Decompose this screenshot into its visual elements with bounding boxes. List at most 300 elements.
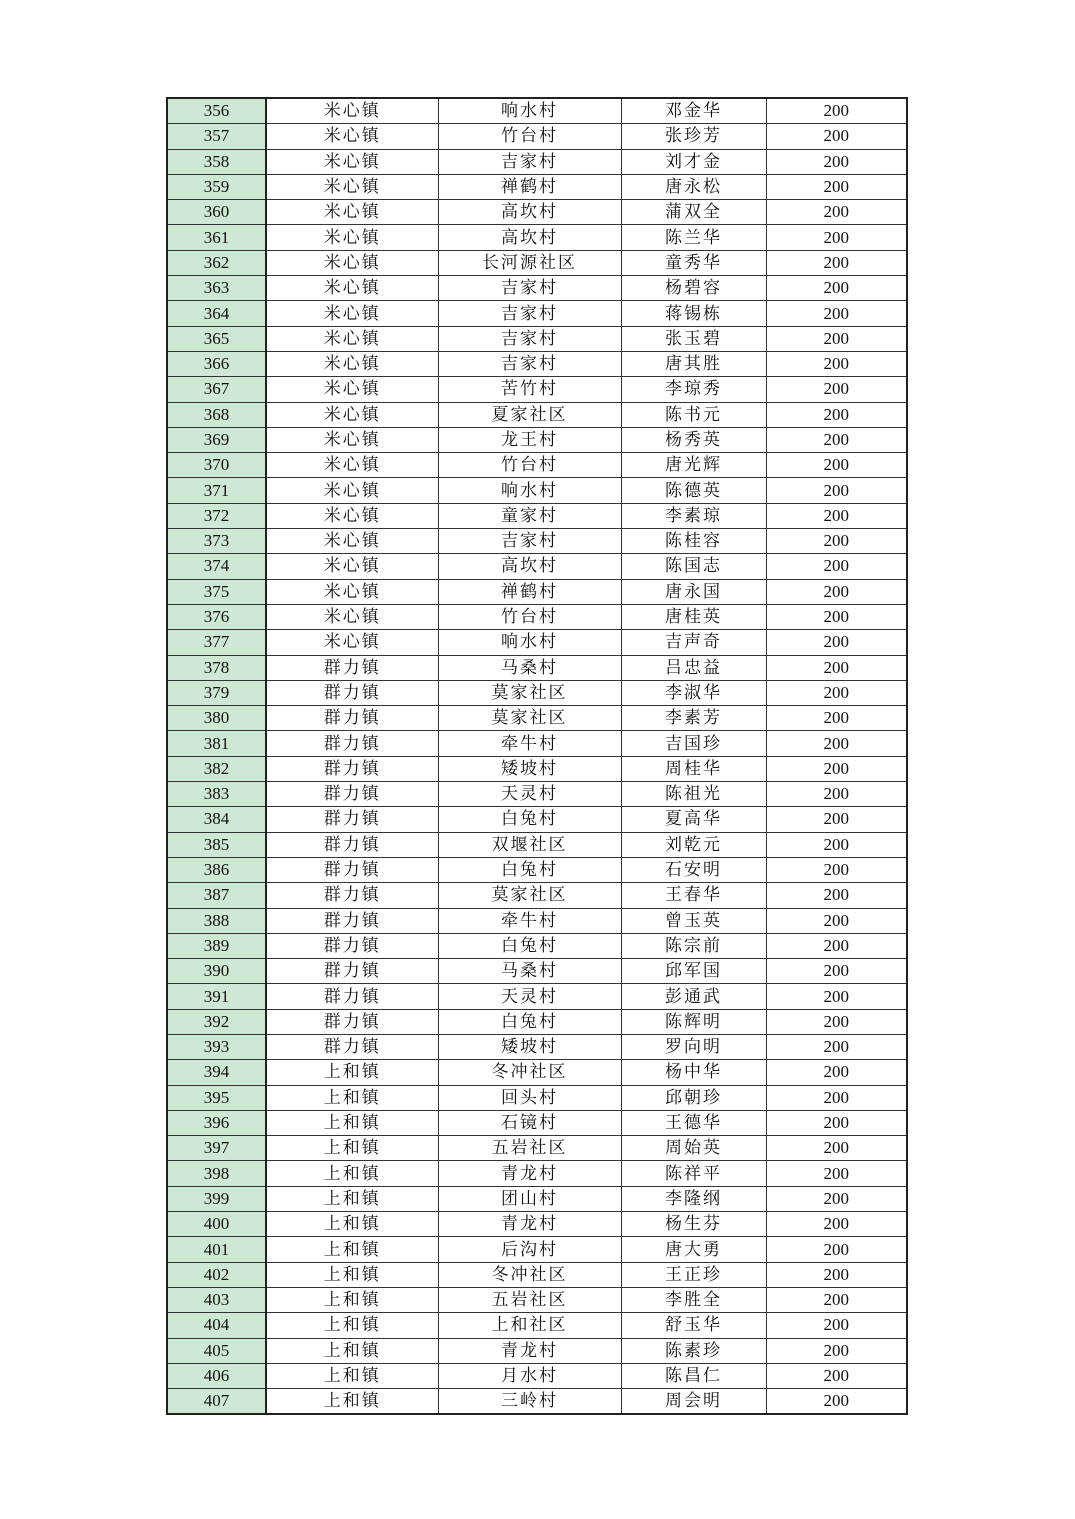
row-number-cell: 403 — [167, 1287, 266, 1312]
village-cell: 白兔村 — [438, 857, 621, 882]
person-name-cell: 李隆纲 — [621, 1186, 766, 1211]
person-name-cell: 曾玉英 — [621, 908, 766, 933]
table-row — [167, 149, 907, 174]
person-name-cell: 唐永松 — [621, 174, 766, 199]
person-name-cell: 罗向明 — [621, 1034, 766, 1059]
amount-cell: 200 — [766, 1186, 907, 1211]
town-cell: 米心镇 — [266, 326, 438, 351]
amount-cell: 200 — [766, 503, 907, 528]
table-row — [167, 1338, 907, 1363]
amount-cell: 200 — [766, 1085, 907, 1110]
table-row — [167, 1009, 907, 1034]
town-cell: 群力镇 — [266, 883, 438, 908]
table-row — [167, 1060, 907, 1085]
table-row — [167, 1313, 907, 1338]
village-cell: 马桑村 — [438, 959, 621, 984]
amount-cell: 200 — [766, 1212, 907, 1237]
village-cell: 吉家村 — [438, 351, 621, 376]
row-number-cell: 387 — [167, 883, 266, 908]
person-name-cell: 唐大勇 — [621, 1237, 766, 1262]
amount-cell: 200 — [766, 1287, 907, 1312]
row-number-cell: 379 — [167, 680, 266, 705]
village-cell: 牵牛村 — [438, 908, 621, 933]
amount-cell: 200 — [766, 1136, 907, 1161]
amount-cell: 200 — [766, 124, 907, 149]
town-cell: 群力镇 — [266, 933, 438, 958]
row-number-cell: 384 — [167, 807, 266, 832]
table-row — [167, 883, 907, 908]
amount-cell: 200 — [766, 427, 907, 452]
person-name-cell: 蒋锡栋 — [621, 301, 766, 326]
amount-cell: 200 — [766, 984, 907, 1009]
town-cell: 上和镇 — [266, 1338, 438, 1363]
person-name-cell: 周始英 — [621, 1136, 766, 1161]
amount-cell: 200 — [766, 1363, 907, 1388]
row-number-cell: 388 — [167, 908, 266, 933]
row-number-cell: 367 — [167, 377, 266, 402]
village-cell: 冬冲社区 — [438, 1060, 621, 1085]
town-cell: 群力镇 — [266, 1009, 438, 1034]
row-number-cell: 398 — [167, 1161, 266, 1186]
town-cell: 群力镇 — [266, 984, 438, 1009]
row-number-cell: 389 — [167, 933, 266, 958]
village-cell: 双堰社区 — [438, 832, 621, 857]
person-name-cell: 李淑华 — [621, 680, 766, 705]
row-number-cell: 385 — [167, 832, 266, 857]
person-name-cell: 吉国珍 — [621, 731, 766, 756]
amount-cell: 200 — [766, 1060, 907, 1085]
table-row — [167, 427, 907, 452]
person-name-cell: 蒲双全 — [621, 200, 766, 225]
village-cell: 矮坡村 — [438, 756, 621, 781]
village-cell: 吉家村 — [438, 149, 621, 174]
row-number-cell: 365 — [167, 326, 266, 351]
row-number-cell: 361 — [167, 225, 266, 250]
person-name-cell: 张玉碧 — [621, 326, 766, 351]
town-cell: 上和镇 — [266, 1161, 438, 1186]
row-number-cell: 396 — [167, 1110, 266, 1135]
table-row — [167, 554, 907, 579]
amount-cell: 200 — [766, 1034, 907, 1059]
row-number-cell: 370 — [167, 453, 266, 478]
person-name-cell: 杨碧容 — [621, 276, 766, 301]
village-cell: 三岭村 — [438, 1389, 621, 1415]
row-number-cell: 366 — [167, 351, 266, 376]
village-cell: 上和社区 — [438, 1313, 621, 1338]
town-cell: 上和镇 — [266, 1186, 438, 1211]
table-row — [167, 351, 907, 376]
village-cell: 吉家村 — [438, 276, 621, 301]
amount-cell: 200 — [766, 883, 907, 908]
person-name-cell: 李琼秀 — [621, 377, 766, 402]
village-cell: 莫家社区 — [438, 680, 621, 705]
town-cell: 群力镇 — [266, 680, 438, 705]
person-name-cell: 童秀华 — [621, 250, 766, 275]
village-cell: 吉家村 — [438, 529, 621, 554]
table-row — [167, 1085, 907, 1110]
row-number-cell: 383 — [167, 782, 266, 807]
village-cell: 高坎村 — [438, 554, 621, 579]
table-row — [167, 98, 907, 124]
person-name-cell: 刘才金 — [621, 149, 766, 174]
town-cell: 上和镇 — [266, 1363, 438, 1388]
row-number-cell: 368 — [167, 402, 266, 427]
amount-cell: 200 — [766, 579, 907, 604]
town-cell: 上和镇 — [266, 1060, 438, 1085]
row-number-cell: 371 — [167, 478, 266, 503]
table-row — [167, 630, 907, 655]
amount-cell: 200 — [766, 174, 907, 199]
table-row — [167, 301, 907, 326]
table-row — [167, 225, 907, 250]
table-row — [167, 731, 907, 756]
person-name-cell: 陈昌仁 — [621, 1363, 766, 1388]
village-cell: 莫家社区 — [438, 706, 621, 731]
village-cell: 竹台村 — [438, 124, 621, 149]
town-cell: 米心镇 — [266, 529, 438, 554]
person-name-cell: 邱朝珍 — [621, 1085, 766, 1110]
town-cell: 上和镇 — [266, 1212, 438, 1237]
table-row — [167, 959, 907, 984]
town-cell: 米心镇 — [266, 579, 438, 604]
amount-cell: 200 — [766, 200, 907, 225]
person-name-cell: 唐永国 — [621, 579, 766, 604]
table-row — [167, 200, 907, 225]
table-row — [167, 1161, 907, 1186]
town-cell: 上和镇 — [266, 1110, 438, 1135]
table-row — [167, 377, 907, 402]
table-row — [167, 1034, 907, 1059]
person-name-cell: 张珍芳 — [621, 124, 766, 149]
town-cell: 群力镇 — [266, 782, 438, 807]
amount-cell: 200 — [766, 276, 907, 301]
table-row — [167, 1262, 907, 1287]
village-cell: 禅鹤村 — [438, 579, 621, 604]
village-cell: 响水村 — [438, 98, 621, 124]
row-number-cell: 382 — [167, 756, 266, 781]
row-number-cell: 386 — [167, 857, 266, 882]
village-cell: 冬冲社区 — [438, 1262, 621, 1287]
town-cell: 米心镇 — [266, 453, 438, 478]
person-name-cell: 邓金华 — [621, 98, 766, 124]
row-number-cell: 399 — [167, 1186, 266, 1211]
table-row — [167, 1363, 907, 1388]
table-row — [167, 124, 907, 149]
row-number-cell: 402 — [167, 1262, 266, 1287]
amount-cell: 200 — [766, 908, 907, 933]
amount-cell: 200 — [766, 655, 907, 680]
row-number-cell: 375 — [167, 579, 266, 604]
table-row — [167, 655, 907, 680]
village-cell: 响水村 — [438, 630, 621, 655]
village-cell: 后沟村 — [438, 1237, 621, 1262]
village-cell: 天灵村 — [438, 782, 621, 807]
village-cell: 青龙村 — [438, 1338, 621, 1363]
table-row — [167, 402, 907, 427]
village-cell: 青龙村 — [438, 1161, 621, 1186]
person-name-cell: 陈祥平 — [621, 1161, 766, 1186]
row-number-cell: 400 — [167, 1212, 266, 1237]
town-cell: 米心镇 — [266, 503, 438, 528]
row-number-cell: 360 — [167, 200, 266, 225]
village-cell: 高坎村 — [438, 200, 621, 225]
town-cell: 米心镇 — [266, 124, 438, 149]
person-name-cell: 陈宗前 — [621, 933, 766, 958]
table-row — [167, 326, 907, 351]
table-row — [167, 503, 907, 528]
row-number-cell: 359 — [167, 174, 266, 199]
amount-cell: 200 — [766, 959, 907, 984]
person-name-cell: 彭通武 — [621, 984, 766, 1009]
amount-cell: 200 — [766, 857, 907, 882]
amount-cell: 200 — [766, 756, 907, 781]
village-cell: 竹台村 — [438, 453, 621, 478]
village-cell: 白兔村 — [438, 1009, 621, 1034]
row-number-cell: 380 — [167, 706, 266, 731]
table-row — [167, 174, 907, 199]
row-number-cell: 404 — [167, 1313, 266, 1338]
amount-cell: 200 — [766, 377, 907, 402]
town-cell: 上和镇 — [266, 1262, 438, 1287]
town-cell: 米心镇 — [266, 554, 438, 579]
person-name-cell: 刘乾元 — [621, 832, 766, 857]
town-cell: 上和镇 — [266, 1085, 438, 1110]
village-cell: 童家村 — [438, 503, 621, 528]
town-cell: 群力镇 — [266, 807, 438, 832]
row-number-cell: 391 — [167, 984, 266, 1009]
row-number-cell: 395 — [167, 1085, 266, 1110]
table-row — [167, 680, 907, 705]
table-row — [167, 604, 907, 629]
village-cell: 青龙村 — [438, 1212, 621, 1237]
amount-cell: 200 — [766, 1110, 907, 1135]
village-cell: 龙王村 — [438, 427, 621, 452]
town-cell: 米心镇 — [266, 351, 438, 376]
town-cell: 群力镇 — [266, 832, 438, 857]
row-number-cell: 357 — [167, 124, 266, 149]
person-name-cell: 周会明 — [621, 1389, 766, 1415]
village-cell: 马桑村 — [438, 655, 621, 680]
town-cell: 米心镇 — [266, 200, 438, 225]
village-cell: 禅鹤村 — [438, 174, 621, 199]
person-name-cell: 李素芳 — [621, 706, 766, 731]
person-name-cell: 陈祖光 — [621, 782, 766, 807]
row-number-cell: 390 — [167, 959, 266, 984]
person-name-cell: 杨中华 — [621, 1060, 766, 1085]
roster-table — [166, 97, 908, 1415]
town-cell: 群力镇 — [266, 1034, 438, 1059]
amount-cell: 200 — [766, 554, 907, 579]
table-row — [167, 933, 907, 958]
amount-cell: 200 — [766, 351, 907, 376]
person-name-cell: 周桂华 — [621, 756, 766, 781]
table-row — [167, 1237, 907, 1262]
town-cell: 上和镇 — [266, 1237, 438, 1262]
village-cell: 回头村 — [438, 1085, 621, 1110]
amount-cell: 200 — [766, 250, 907, 275]
town-cell: 米心镇 — [266, 149, 438, 174]
row-number-cell: 377 — [167, 630, 266, 655]
amount-cell: 200 — [766, 326, 907, 351]
village-cell: 月水村 — [438, 1363, 621, 1388]
amount-cell: 200 — [766, 604, 907, 629]
row-number-cell: 378 — [167, 655, 266, 680]
village-cell: 石镜村 — [438, 1110, 621, 1135]
table-row — [167, 706, 907, 731]
row-number-cell: 406 — [167, 1363, 266, 1388]
row-number-cell: 405 — [167, 1338, 266, 1363]
person-name-cell: 吉声奇 — [621, 630, 766, 655]
amount-cell: 200 — [766, 478, 907, 503]
row-number-cell: 393 — [167, 1034, 266, 1059]
row-number-cell: 373 — [167, 529, 266, 554]
amount-cell: 200 — [766, 529, 907, 554]
amount-cell: 200 — [766, 1009, 907, 1034]
town-cell: 米心镇 — [266, 276, 438, 301]
table-row — [167, 1186, 907, 1211]
village-cell: 矮坡村 — [438, 1034, 621, 1059]
amount-cell: 200 — [766, 1313, 907, 1338]
table-row — [167, 807, 907, 832]
person-name-cell: 陈国志 — [621, 554, 766, 579]
amount-cell: 200 — [766, 731, 907, 756]
person-name-cell: 唐光辉 — [621, 453, 766, 478]
person-name-cell: 陈辉明 — [621, 1009, 766, 1034]
town-cell: 群力镇 — [266, 706, 438, 731]
person-name-cell: 李胜全 — [621, 1287, 766, 1312]
amount-cell: 200 — [766, 832, 907, 857]
person-name-cell: 陈桂容 — [621, 529, 766, 554]
amount-cell: 200 — [766, 98, 907, 124]
person-name-cell: 舒玉华 — [621, 1313, 766, 1338]
amount-cell: 200 — [766, 1237, 907, 1262]
amount-cell: 200 — [766, 1161, 907, 1186]
roster-table-body — [167, 98, 907, 1414]
table-row — [167, 984, 907, 1009]
table-row — [167, 579, 907, 604]
row-number-cell: 363 — [167, 276, 266, 301]
row-number-cell: 407 — [167, 1389, 266, 1415]
table-row — [167, 857, 907, 882]
person-name-cell: 陈兰华 — [621, 225, 766, 250]
amount-cell: 200 — [766, 402, 907, 427]
row-number-cell: 362 — [167, 250, 266, 275]
row-number-cell: 401 — [167, 1237, 266, 1262]
amount-cell: 200 — [766, 807, 907, 832]
table-row — [167, 1136, 907, 1161]
amount-cell: 200 — [766, 706, 907, 731]
town-cell: 米心镇 — [266, 402, 438, 427]
person-name-cell: 石安明 — [621, 857, 766, 882]
row-number-cell: 392 — [167, 1009, 266, 1034]
person-name-cell: 李素琼 — [621, 503, 766, 528]
row-number-cell: 356 — [167, 98, 266, 124]
town-cell: 上和镇 — [266, 1287, 438, 1312]
person-name-cell: 陈德英 — [621, 478, 766, 503]
village-cell: 五岩社区 — [438, 1287, 621, 1312]
table-row — [167, 756, 907, 781]
village-cell: 白兔村 — [438, 807, 621, 832]
table-row — [167, 1212, 907, 1237]
table-row — [167, 832, 907, 857]
table-row — [167, 782, 907, 807]
table-row — [167, 276, 907, 301]
town-cell: 米心镇 — [266, 377, 438, 402]
town-cell: 米心镇 — [266, 174, 438, 199]
village-cell: 夏家社区 — [438, 402, 621, 427]
amount-cell: 200 — [766, 933, 907, 958]
amount-cell: 200 — [766, 225, 907, 250]
town-cell: 上和镇 — [266, 1136, 438, 1161]
row-number-cell: 369 — [167, 427, 266, 452]
town-cell: 米心镇 — [266, 630, 438, 655]
town-cell: 米心镇 — [266, 301, 438, 326]
village-cell: 莫家社区 — [438, 883, 621, 908]
town-cell: 米心镇 — [266, 427, 438, 452]
row-number-cell: 381 — [167, 731, 266, 756]
amount-cell: 200 — [766, 453, 907, 478]
amount-cell: 200 — [766, 301, 907, 326]
town-cell: 群力镇 — [266, 731, 438, 756]
row-number-cell: 394 — [167, 1060, 266, 1085]
table-row — [167, 1287, 907, 1312]
table-row — [167, 1110, 907, 1135]
village-cell: 竹台村 — [438, 604, 621, 629]
amount-cell: 200 — [766, 782, 907, 807]
row-number-cell: 374 — [167, 554, 266, 579]
town-cell: 米心镇 — [266, 250, 438, 275]
amount-cell: 200 — [766, 1338, 907, 1363]
person-name-cell: 陈书元 — [621, 402, 766, 427]
person-name-cell: 吕忠益 — [621, 655, 766, 680]
village-cell: 吉家村 — [438, 301, 621, 326]
town-cell: 上和镇 — [266, 1313, 438, 1338]
town-cell: 群力镇 — [266, 959, 438, 984]
town-cell: 群力镇 — [266, 756, 438, 781]
row-number-cell: 358 — [167, 149, 266, 174]
town-cell: 群力镇 — [266, 655, 438, 680]
person-name-cell: 夏高华 — [621, 807, 766, 832]
table-row — [167, 908, 907, 933]
row-number-cell: 376 — [167, 604, 266, 629]
town-cell: 米心镇 — [266, 225, 438, 250]
amount-cell: 200 — [766, 1262, 907, 1287]
village-cell: 苦竹村 — [438, 377, 621, 402]
town-cell: 米心镇 — [266, 604, 438, 629]
person-name-cell: 杨生芬 — [621, 1212, 766, 1237]
table-row — [167, 1389, 907, 1415]
village-cell: 团山村 — [438, 1186, 621, 1211]
row-number-cell: 364 — [167, 301, 266, 326]
person-name-cell: 王德华 — [621, 1110, 766, 1135]
village-cell: 响水村 — [438, 478, 621, 503]
person-name-cell: 唐其胜 — [621, 351, 766, 376]
amount-cell: 200 — [766, 630, 907, 655]
village-cell: 天灵村 — [438, 984, 621, 1009]
village-cell: 白兔村 — [438, 933, 621, 958]
town-cell: 米心镇 — [266, 98, 438, 124]
amount-cell: 200 — [766, 680, 907, 705]
table-row — [167, 529, 907, 554]
person-name-cell: 王春华 — [621, 883, 766, 908]
table-row — [167, 478, 907, 503]
village-cell: 长河源社区 — [438, 250, 621, 275]
village-cell: 吉家村 — [438, 326, 621, 351]
town-cell: 群力镇 — [266, 908, 438, 933]
amount-cell: 200 — [766, 1389, 907, 1415]
table-row — [167, 453, 907, 478]
person-name-cell: 唐桂英 — [621, 604, 766, 629]
